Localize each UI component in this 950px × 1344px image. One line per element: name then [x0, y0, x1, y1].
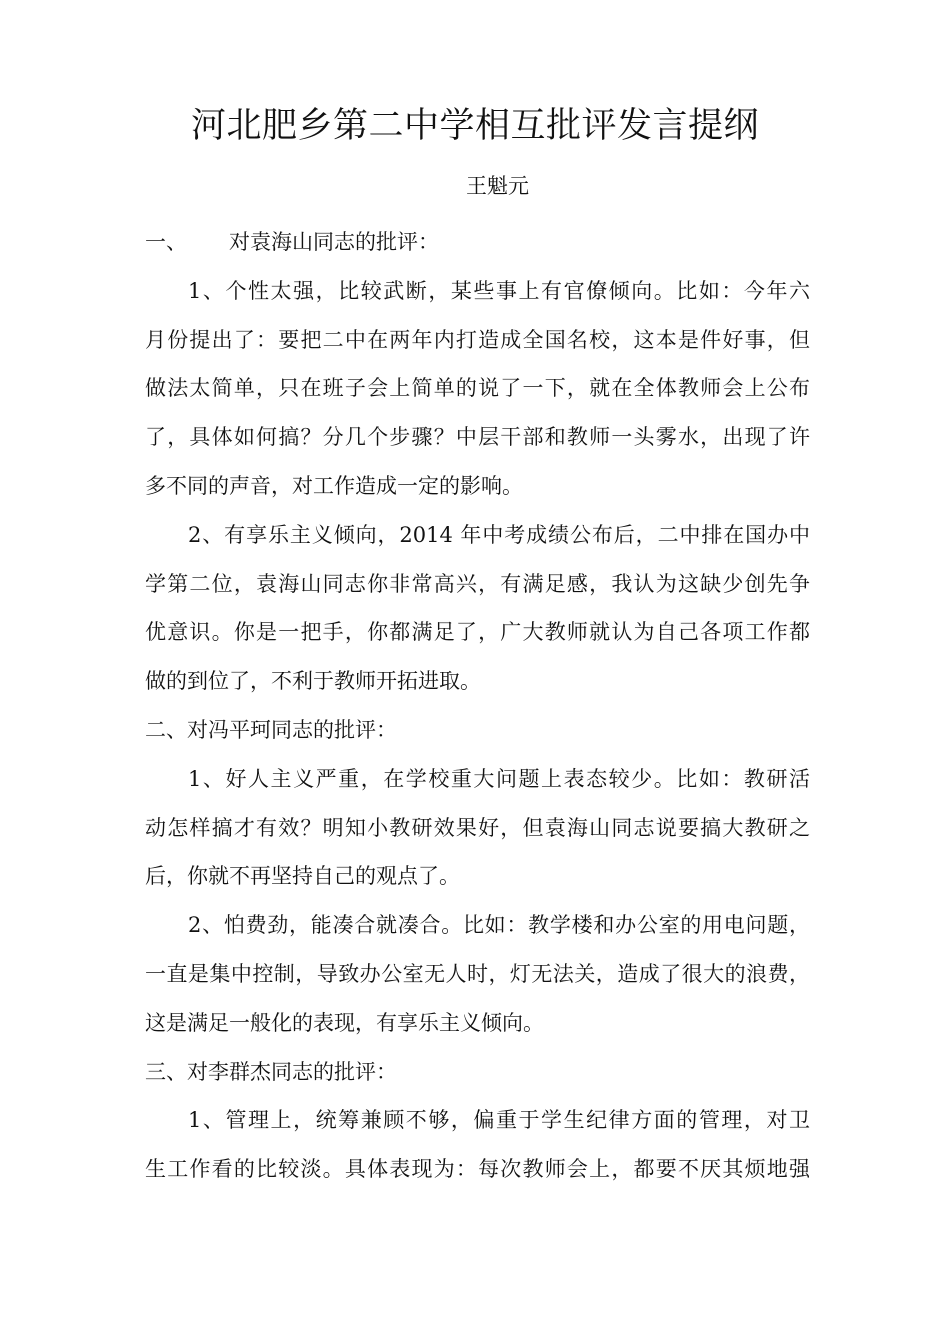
paragraph-line: 这是满足一般化的表现，有享乐主义倾向。	[145, 1010, 544, 1035]
paragraph-line: 1、好人主义严重，在学校重大问题上表态较少。比如：教研活	[188, 766, 810, 791]
section-heading-3: 三、对李群杰同志的批评：	[145, 1059, 397, 1084]
paragraph-line: 后，你就不再坚持自己的观点了。	[145, 864, 460, 889]
paragraph-line: 了，具体如何搞？分几个步骤？中层干部和教师一头雾水，出现了许	[145, 425, 810, 450]
paragraph-line: 一直是集中控制，导致办公室无人时，灯无法关，造成了很大的浪费，	[145, 961, 810, 986]
paragraph-line: 生工作看的比较淡。具体表现为：每次教师会上，都要不厌其烦地强	[145, 1157, 810, 1182]
author-name: 王魁元	[466, 174, 529, 198]
section-heading-1	[145, 218, 810, 267]
paragraph-line: 学第二位，袁海山同志你非常高兴，有满足感，我认为这缺少创先争	[145, 571, 810, 596]
paragraph-line: 1、个性太强，比较武断，某些事上有官僚倾向。比如：今年六	[188, 278, 810, 303]
paragraph-line: 动怎样搞才有效？明知小教研效果好，但袁海山同志说要搞大教研之	[145, 815, 810, 840]
paragraph-line: 2、有享乐主义倾向，2014 年中考成绩公布后，二中排在国办中	[188, 522, 810, 547]
section-marker-1: 一、	[145, 230, 187, 254]
section-heading-1-text: 对袁海山同志的批评：	[229, 230, 439, 254]
document-title: 河北肥乡第二中学相互批评发言提纲	[190, 106, 759, 146]
document-body	[145, 218, 810, 1194]
paragraph-line: 做法太简单，只在班子会上简单的说了一下，就在全体教师会上公布	[145, 376, 810, 401]
paragraph-line: 多不同的声音，对工作造成一定的影响。	[145, 473, 523, 498]
paragraph-line: 做的到位了，不利于教师开拓进取。	[145, 669, 481, 694]
paragraph-line: 月份提出了：要把二中在两年内打造成全国名校，这本是件好事，但	[145, 327, 810, 352]
paragraph-line: 2、怕费劲，能凑合就凑合。比如：教学楼和办公室的用电问题，	[188, 913, 810, 938]
paragraph-line: 1、管理上，统筹兼顾不够，偏重于学生纪律方面的管理，对卫	[188, 1108, 810, 1133]
section-heading-2: 二、对冯平珂同志的批评：	[145, 717, 397, 742]
paragraph-line: 优意识。你是一把手，你都满足了，广大教师就认为自己各项工作都	[145, 620, 810, 645]
